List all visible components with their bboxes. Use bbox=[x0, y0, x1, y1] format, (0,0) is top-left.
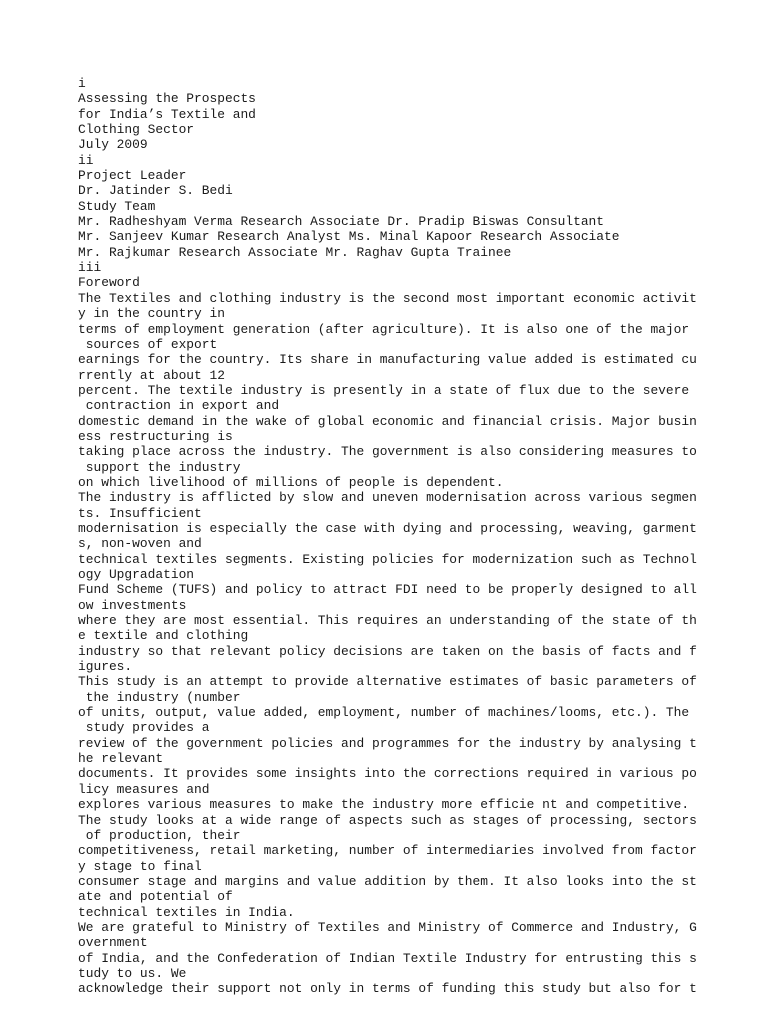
text-line: y in the country in bbox=[78, 306, 225, 322]
text-line: ts. Insufficient bbox=[78, 505, 202, 521]
text-line: Fund Scheme (TUFS) and policy to attract FDI need to be properly designed to all bbox=[78, 582, 697, 598]
text-line: explores various measures to make the industry more efficie nt and competitive. bbox=[78, 797, 690, 813]
text-line: of production, their bbox=[78, 827, 241, 843]
text-line: acknowledge their support not only in terms of funding this study but also for t bbox=[78, 981, 697, 997]
text-line: ate and potential of bbox=[78, 889, 233, 905]
text-line: i bbox=[78, 76, 86, 91]
text-line: support the industry bbox=[78, 459, 241, 475]
text-line: rrently at about 12 bbox=[78, 367, 225, 383]
text-line: of units, output, value added, employment, number of machines/looms, etc.). The bbox=[78, 705, 690, 721]
text-line: iii bbox=[78, 260, 102, 276]
text-line: review of the government policies and programmes for the industry by analysing t bbox=[78, 735, 697, 751]
text-line: sources of export bbox=[78, 336, 218, 352]
text-line: licy measures and bbox=[78, 781, 210, 797]
text-line: The industry is afflicted by slow and uneven modernisation across various segmen bbox=[78, 490, 697, 506]
text-line: contraction in export and bbox=[78, 398, 280, 414]
text-line: of India, and the Confederation of Indian Textile Industry for entrusting this s bbox=[78, 950, 697, 966]
text-line: ess restructuring is bbox=[78, 428, 233, 444]
text-line: technical textiles in India. bbox=[78, 904, 295, 920]
text-line: The Textiles and clothing industry is the second most important economic activit bbox=[78, 290, 697, 306]
text-line: study provides a bbox=[78, 720, 210, 736]
text-line: ow investments bbox=[78, 597, 187, 613]
text-line: Study Team bbox=[78, 198, 156, 214]
text-line: July 2009 bbox=[78, 137, 148, 153]
text-line: where they are most essential. This requires an understanding of the state of th bbox=[78, 613, 697, 629]
text-line: terms of employment generation (after agriculture). It is also one of the major bbox=[78, 321, 690, 337]
text-line: overnment bbox=[78, 935, 148, 951]
text-line: Dr. Jatinder S. Bedi bbox=[78, 183, 233, 199]
text-line: for India’s Textile and bbox=[78, 106, 256, 122]
text-line: Mr. Rajkumar Research Associate Mr. Raghav Gupta Trainee bbox=[78, 244, 512, 260]
text-line: Clothing Sector bbox=[78, 122, 195, 138]
text-line: taking place across the industry. The government is also considering measures to bbox=[78, 444, 697, 460]
text-line: tudy to us. We bbox=[78, 965, 187, 981]
text-line: We are grateful to Ministry of Textiles and Ministry of Commerce and Industry, G bbox=[78, 919, 697, 935]
text-line: earnings for the country. Its share in manufacturing value added is estimated cu bbox=[78, 352, 697, 368]
text-line: the industry (number bbox=[78, 689, 241, 705]
text-line: The study looks at a wide range of aspects such as stages of processing, sectors bbox=[78, 812, 697, 828]
text-line: ii bbox=[78, 152, 94, 168]
text-line: percent. The textile industry is presently in a state of flux due to the severe bbox=[78, 382, 690, 398]
text-line: consumer stage and margins and value addition by them. It also looks into the st bbox=[78, 873, 697, 889]
text-line: ogy Upgradation bbox=[78, 567, 195, 582]
text-line: e textile and clothing bbox=[78, 628, 249, 644]
text-line: This study is an attempt to provide alternative estimates of basic parameters of bbox=[78, 674, 697, 690]
text-line: Mr. Sanjeev Kumar Research Analyst Ms. Minal Kapoor Research Associate bbox=[78, 229, 620, 245]
text-line: igures. bbox=[78, 659, 133, 675]
text-line: on which livelihood of millions of people is dependent. bbox=[78, 474, 504, 490]
text-line: s, non-woven and bbox=[78, 536, 202, 552]
document-body bbox=[78, 76, 768, 997]
text-line: domestic demand in the wake of global economic and financial crisis. Major busin bbox=[78, 413, 697, 429]
text-line: competitiveness, retail marketing, number of intermediaries involved from factor bbox=[78, 843, 697, 859]
text-line: Assessing the Prospects bbox=[78, 91, 256, 107]
text-line: modernisation is especially the case with dying and processing, weaving, garment bbox=[78, 520, 697, 536]
text-line: y stage to final bbox=[78, 858, 202, 874]
text-line: documents. It provides some insights into the corrections required in various po bbox=[78, 766, 697, 782]
text-line: industry so that relevant policy decisions are taken on the basis of facts and f bbox=[78, 643, 697, 659]
text-line: technical textiles segments. Existing policies for modernization such as Technol bbox=[78, 551, 697, 567]
text-line: Mr. Radheshyam Verma Research Associate Dr. Pradip Biswas Consultant bbox=[78, 214, 605, 230]
text-line: Project Leader bbox=[78, 168, 187, 184]
text-line: he relevant bbox=[78, 751, 164, 767]
text-line: Foreword bbox=[78, 275, 140, 291]
